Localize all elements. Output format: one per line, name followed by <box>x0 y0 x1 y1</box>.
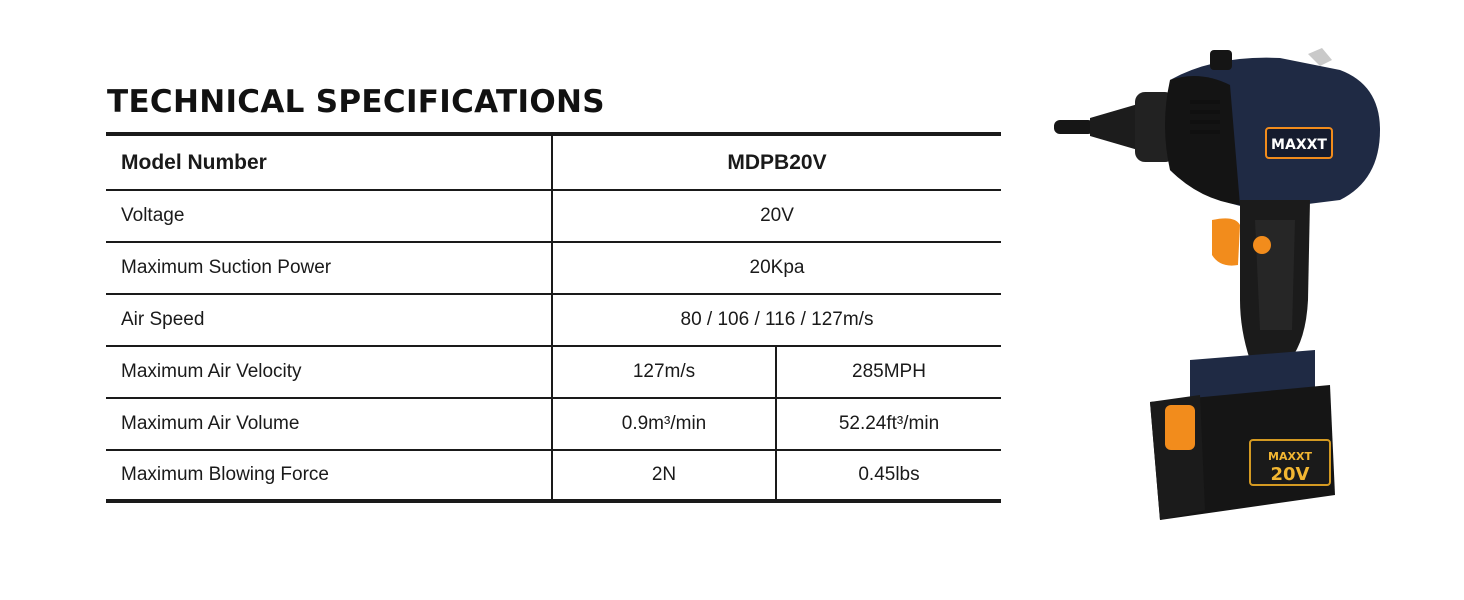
spec-value: MDPB20V <box>727 150 827 174</box>
spec-value-metric: 127m/s <box>553 347 777 397</box>
spec-value-metric: 0.9m³/min <box>553 399 777 449</box>
spec-value-metric: 2N <box>553 451 777 499</box>
page-title: TECHNICAL SPECIFICATIONS <box>107 84 605 120</box>
spec-value-imperial: 285MPH <box>852 361 926 382</box>
table-row-blowing-force <box>106 451 1001 503</box>
table-row-air-speed <box>106 295 1001 347</box>
spec-label: Voltage <box>106 191 553 241</box>
spec-label: Maximum Air Volume <box>106 399 553 449</box>
spec-value: 20V <box>760 205 794 226</box>
table-row-suction <box>106 243 1001 295</box>
spec-value: 20Kpa <box>749 257 805 278</box>
table-row-model <box>106 132 1001 191</box>
spec-label: Maximum Blowing Force <box>106 451 553 499</box>
spec-label: Model Number <box>106 136 553 189</box>
spec-label: Maximum Suction Power <box>106 243 553 293</box>
product-image <box>1040 40 1440 530</box>
table-row-air-volume <box>106 399 1001 451</box>
table-row-voltage <box>106 191 1001 243</box>
brand-logo-battery: MAXXT <box>1268 450 1312 463</box>
spec-label: Maximum Air Velocity <box>106 347 553 397</box>
table-row-air-velocity <box>106 347 1001 399</box>
spec-table <box>106 132 1001 503</box>
blower-illustration <box>1040 40 1440 530</box>
spec-value: 80 / 106 / 116 / 127m/s <box>680 309 874 330</box>
spec-value-imperial: 0.45lbs <box>858 464 920 485</box>
spec-value-imperial: 52.24ft³/min <box>838 413 940 434</box>
battery-voltage-label: 20V <box>1270 464 1310 485</box>
spec-label: Air Speed <box>106 295 553 345</box>
brand-logo-head: MAXXT <box>1271 137 1327 153</box>
